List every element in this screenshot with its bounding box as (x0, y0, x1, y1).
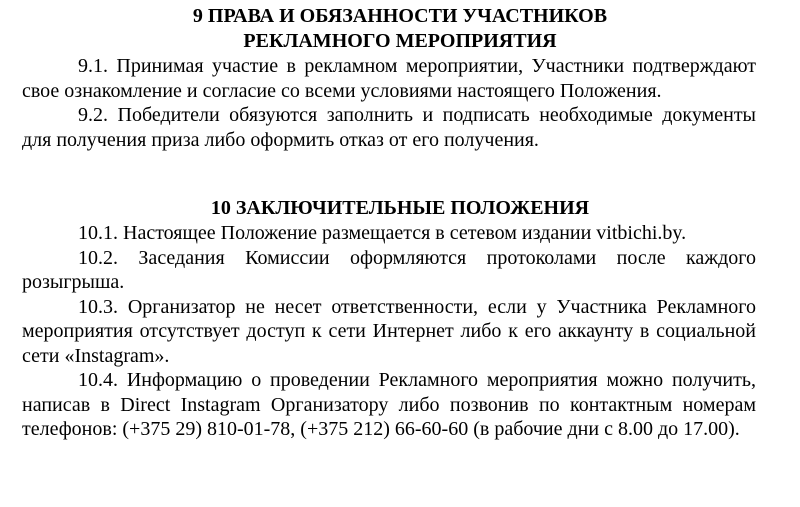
section-10-title-line-1: 10 ЗАКЛЮЧИТЕЛЬНЫЕ ПОЛОЖЕНИЯ (210, 197, 590, 219)
paragraph-9-2: 9.2. Победители обязуются заполнить и подписать необходимые документы для получения приза либо оформить отказ от его получения. (22, 104, 756, 151)
paragraph-9-1: 9.1. Принимая участие в рекламном мероприятии, Участники подтверждают свое ознакомление и согласие со всеми условиями настоящего Положения. (22, 55, 756, 102)
paragraph-10-3: 10.3. Организатор не несет ответственности, если у Участника Рекламного мероприятия отсутствует доступ к сети Интернет либо к его аккаунту в социальной сети «Instagram». (22, 295, 756, 367)
section-spacer (22, 152, 756, 196)
section-9-title (22, 4, 756, 54)
section-9-title-line-1: 9 ПРАВА И ОБЯЗАННОСТИ УЧАСТНИКОВ (192, 5, 608, 27)
paragraph-10-4: 10.4. Информацию о проведении Рекламного мероприятия можно получить, написав в Direct Instagram Организатору либо позвонив по контактным номерам телефонов: (+375 29) 810-01-78, (+375 212) 66-60-60 (в рабочие дни с 8.00 до 17.00). (22, 369, 756, 440)
section-10 (22, 196, 756, 442)
section-10-title (22, 196, 756, 221)
paragraph-10-1: 10.1. Настоящее Положение размещается в сетевом издании vitbichi.by. (78, 222, 687, 244)
section-9 (22, 4, 756, 152)
section-9-title-line-2: РЕКЛАМНОГО МЕРОПРИЯТИЯ (243, 30, 557, 52)
paragraph-10-2: 10.2. Заседания Комиссии оформляются протоколами после каждого розыгрыша. (22, 246, 756, 293)
